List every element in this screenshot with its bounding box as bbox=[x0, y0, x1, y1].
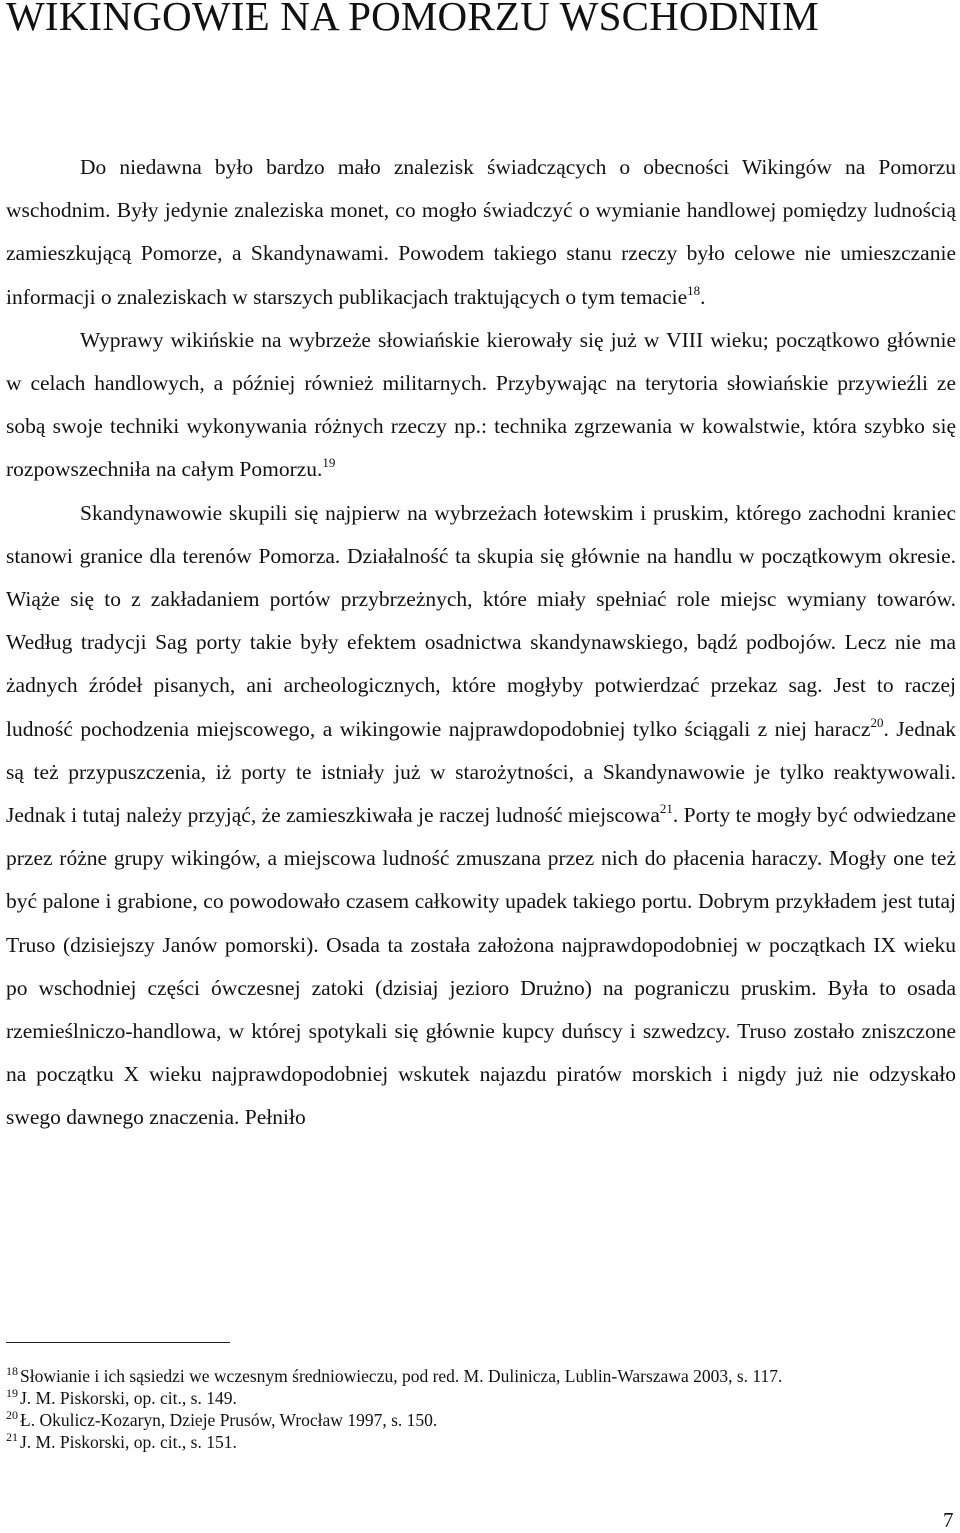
paragraph-text: . Jednak są też przypuszczenia, iż porty te istniały już w starożytności, a Skandynawowie je tylko reaktywowali. Jednak i tutaj należy przyjąć, że zamieszkiwała je raczej ludność miejscowa bbox=[6, 716, 956, 828]
paragraph bbox=[6, 146, 956, 319]
footnote-reference: 20 bbox=[870, 714, 884, 730]
footnote-text: Ł. Okulicz-Kozaryn, Dzieje Prusów, Wrocław 1997, s. 150. bbox=[20, 1410, 438, 1430]
paragraph-text: . Porty te mogły być odwiedzane przez różne grupy wikingów, a miejscowa ludność zmuszana przez nich do płacenia haraczy. Mogły one też być palone i grabione, co powodowało czasem całkowity upadek takiego portu. Dobrym przykładem jest tutaj Truso (dzisiejszy Janów pomorski). Osada ta została założona najprawdopodobniej w początkach IX wieku po wschodniej części ówczesnej zatoki (dzisiaj jezioro Drużno) na pograniczu pruskim. Była to osada rzemieślniczo-handlowa, w której spotykali się głównie kupcy duńscy i szwedzcy. Truso zostało zniszczone na początku X wieku najprawdopodobniej wskutek najazdu piratów morskich i nigdy już nie odzyskało swego dawnego znaczenia. Pełniło bbox=[6, 803, 956, 1130]
footnote bbox=[6, 1387, 956, 1409]
paragraph-text: Do niedawna było bardzo mało znalezisk świadczących o obecności Wikingów na Pomorzu wschodnim. Były jedynie znaleziska monet, co mogło świadczyć o wymianie handlowej pomiędzy ludnością zamieszkującą Pomorze, a Skandynawami. Powodem takiego stanu rzeczy było celowe nie umieszczanie informacji o znaleziskach w starszych publikacjach traktujących o tym temacie bbox=[6, 155, 956, 309]
footnote-text: J. M. Piskorski, op. cit., s. 149. bbox=[20, 1388, 237, 1408]
footnote-number: 20 bbox=[6, 1408, 18, 1422]
footnote bbox=[6, 1409, 956, 1431]
paragraph-text: Wyprawy wikińskie na wybrzeże słowiańskie kierowały się już w VIII wieku; początkowo głównie w celach handlowych, a później również militarnych. Przybywając na terytoria słowiańskie przywieźli ze sobą swoje techniki wykonywania różnych rzeczy np.: technika zgrzewania w kowalstwie, która szybko się rozpowszechniła na całym Pomorzu. bbox=[6, 327, 956, 482]
paragraph-text: Skandynawowie skupili się najpierw na wybrzeżach łotewskim i pruskim, którego zachodni kraniec stanowi granice dla terenów Pomorza. Działalność ta skupia się głównie na handlu w początkowym okresie. Wiąże się to z zakładaniem portów przybrzeżnych, które miały spełniać role miejsc wymiany towarów. Według tradycji Sag porty takie były efektem osadnictwa skandynawskiego, bądź podbojów. Lecz nie ma żadnych źródeł pisanych, ani archeologicznych, które mogłyby potwierdzać przekaz sag. Jest to raczej ludność pochodzenia miejscowego, a wikingowie najprawdopodobniej tylko ściągali z niej haracz bbox=[6, 500, 956, 741]
page-number: 7 bbox=[943, 1508, 954, 1532]
footnote-number: 21 bbox=[6, 1430, 18, 1444]
body-text bbox=[6, 146, 956, 1140]
page-title: WIKINGOWIE NA POMORZU WSCHODNIM bbox=[6, 0, 819, 39]
paragraph bbox=[6, 319, 956, 492]
footnotes-list bbox=[6, 1365, 956, 1453]
footnote-separator bbox=[6, 1342, 230, 1343]
footnote-reference: 19 bbox=[322, 455, 336, 471]
footnote-reference: 21 bbox=[659, 801, 673, 817]
footnote-number: 18 bbox=[6, 1364, 18, 1378]
paragraph-text: . bbox=[700, 284, 706, 309]
footnote-reference: 18 bbox=[687, 282, 701, 298]
footnote bbox=[6, 1365, 956, 1387]
paragraph bbox=[6, 492, 956, 1140]
footnote-text: J. M. Piskorski, op. cit., s. 151. bbox=[20, 1432, 237, 1452]
footnote-text: Słowianie i ich sąsiedzi we wczesnym średniowieczu, pod red. M. Dulinicza, Lublin-Warszawa 2003, s. 117. bbox=[20, 1366, 783, 1386]
footnote-number: 19 bbox=[6, 1386, 18, 1400]
footnote bbox=[6, 1431, 956, 1453]
